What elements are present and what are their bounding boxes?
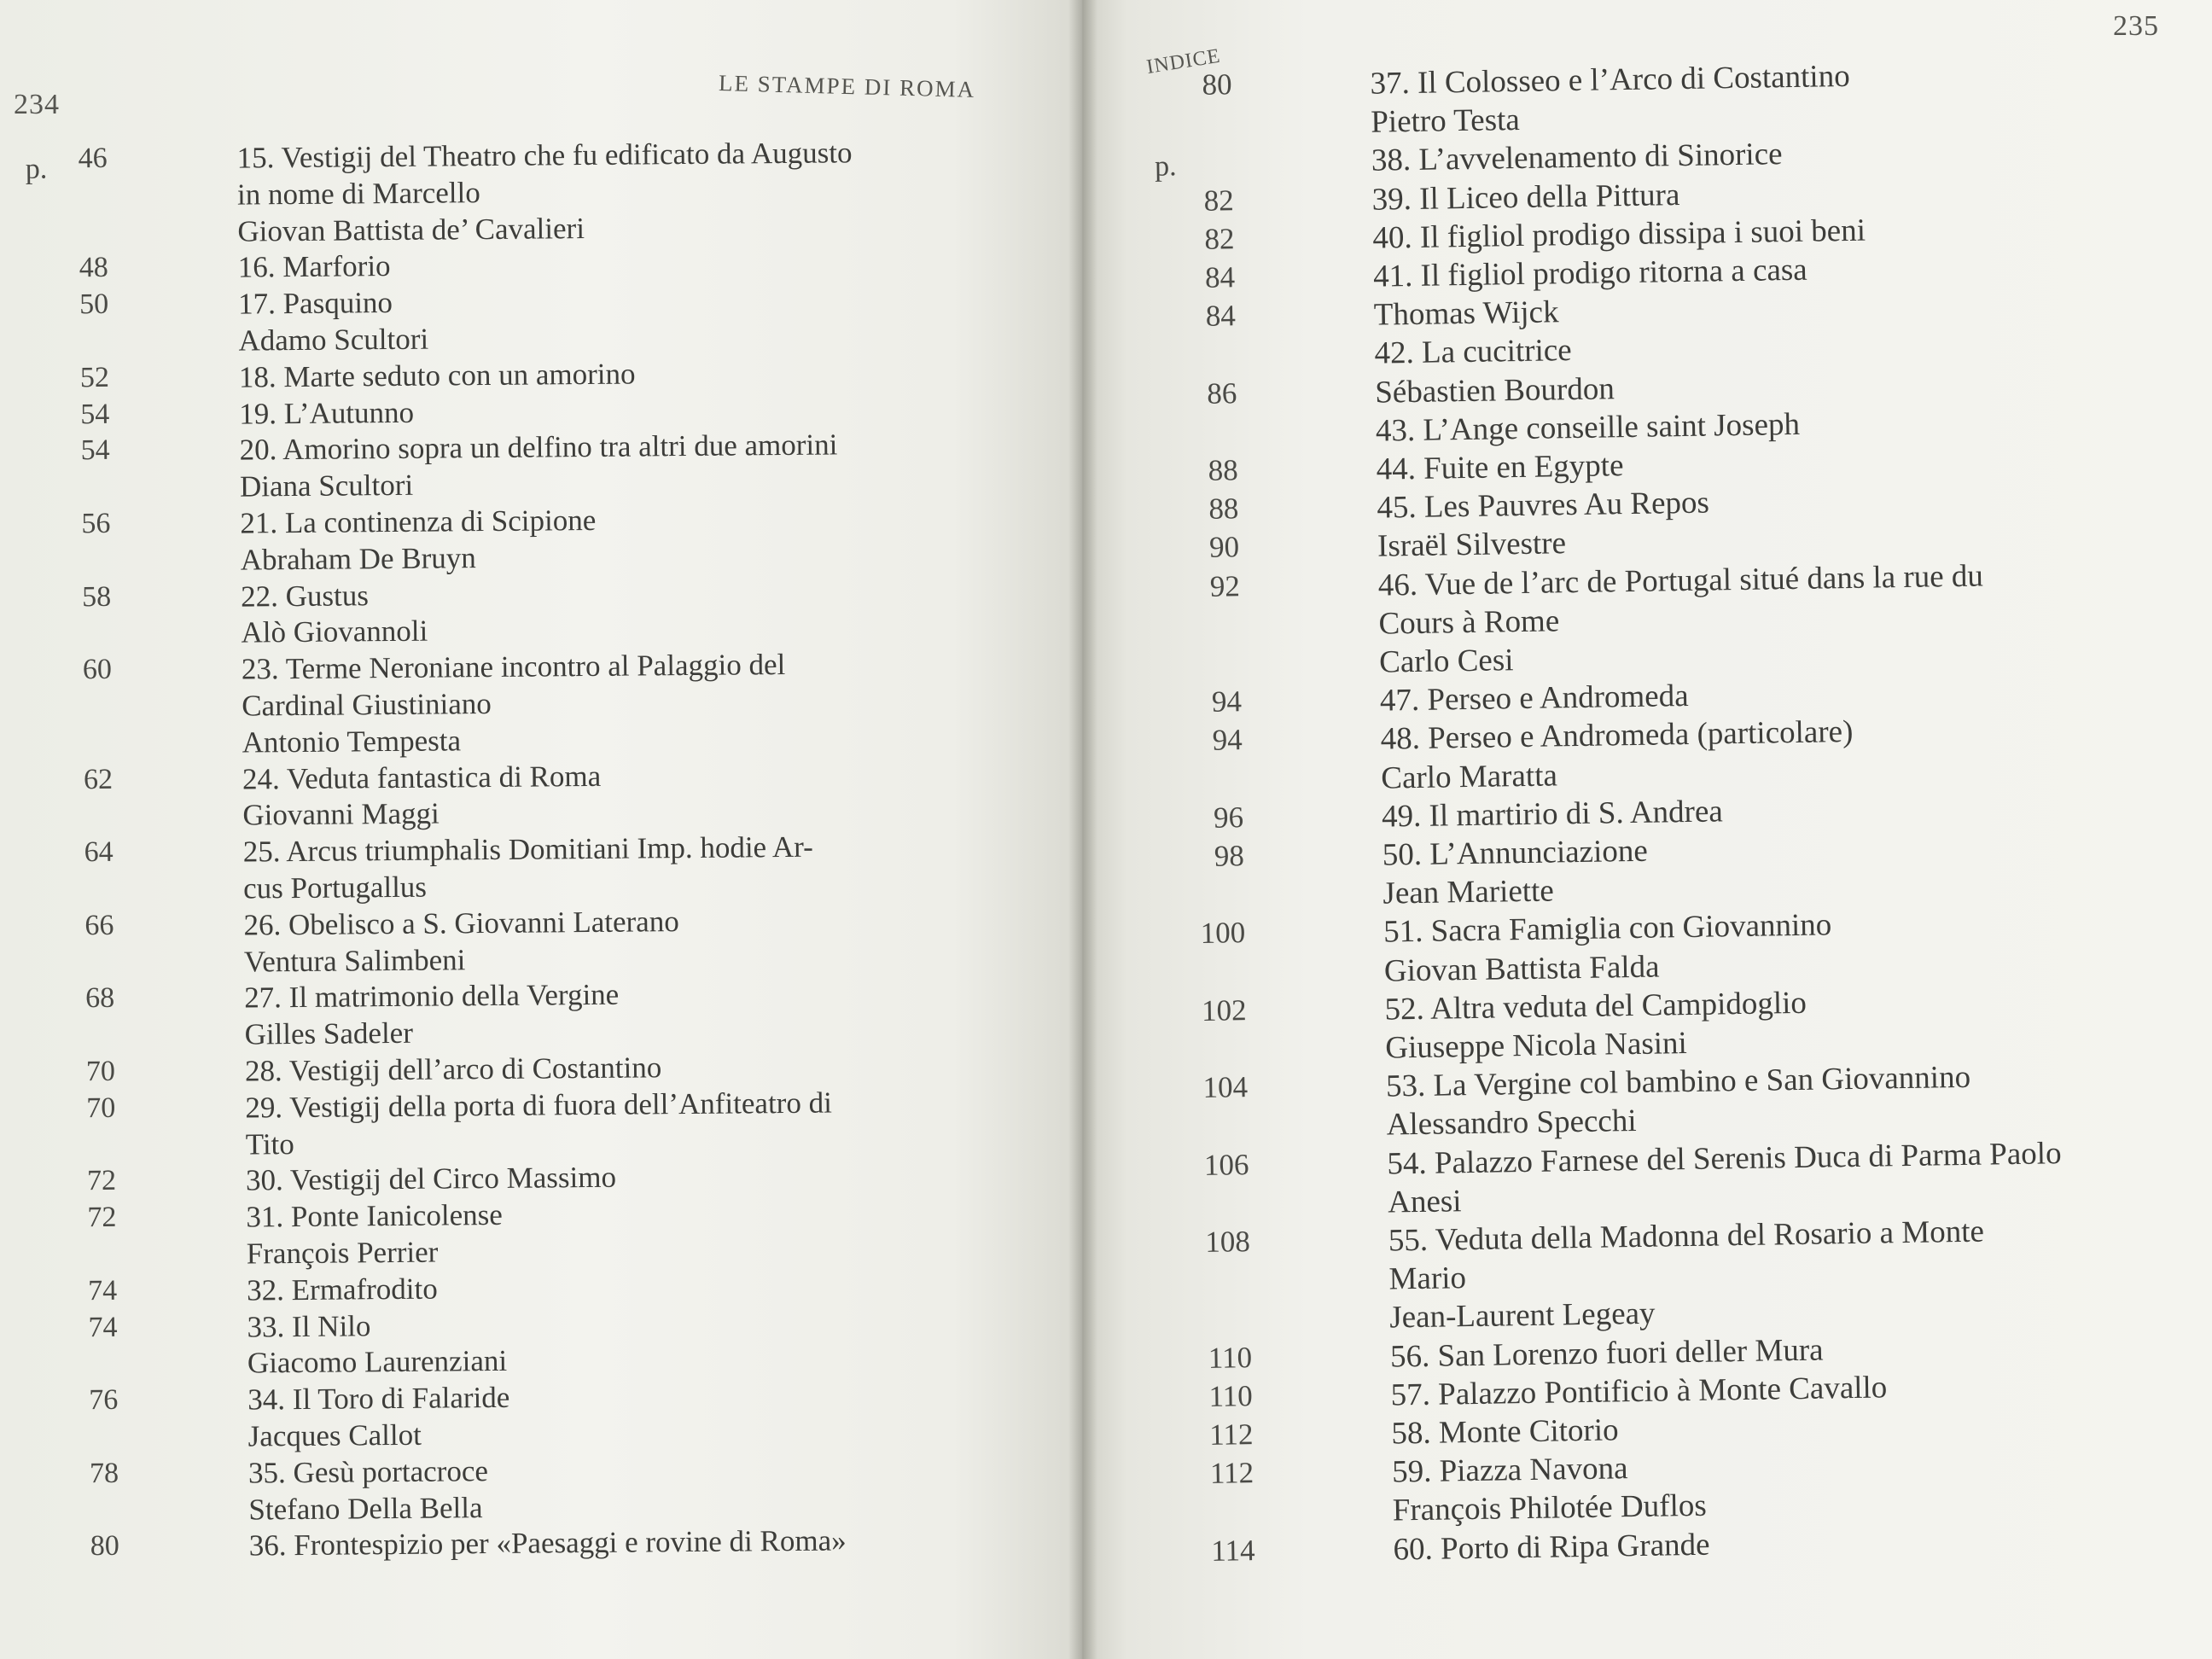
toc-entry-title: Jean Mariette [1382,873,1555,911]
toc-page-number [1155,106,1232,107]
toc-page-number [42,1493,119,1494]
toc-page-number: 112 [1208,1417,1254,1452]
toc-page-number [1173,1186,1249,1187]
toc-entry-title: 29. Vestigij della porta di fuora dell’Anfiteatro di [245,1086,832,1125]
toc-entry-title: Alò Giovannoli [241,614,428,649]
toc-entry-title: 22. Gustus [240,578,370,614]
toc-entry-title: François Philotée Duflos [1392,1488,1708,1528]
toc-left [0,0,1082,1659]
toc-page-number: 104 [1202,1070,1249,1105]
toc-page-number [34,544,111,545]
toc-entry-title: 49. Il martirio di S. Andrea [1381,794,1724,835]
toc-page-number: 94 [1211,684,1243,719]
toc-entry-title: Alessandro Specchi [1386,1103,1637,1143]
toc-entry-title: 19. L’Autunno [239,395,415,431]
toc-entry-title: Jean-Laurent Legeay [1388,1296,1656,1336]
toc-page-number: 82 [1204,222,1235,256]
toc-entry-title: 51. Sacra Famiglia con Giovannino [1382,907,1832,950]
toc-entry-title: 45. Les Pauvres Au Repos [1377,485,1710,526]
toc-page-number: 68 [85,982,115,1015]
toc-page-number [1167,877,1244,878]
toc-page-number [1170,1032,1247,1033]
toc-entry-title: François Perrier [246,1235,439,1271]
toc-entry-title: 59. Piazza Navona [1391,1451,1628,1490]
toc-entry-title: Stefano Della Bella [248,1490,483,1527]
toc-page-number: 72 [87,1202,117,1234]
toc-page-number: 74 [88,1274,118,1307]
toc-entry-title: 52. Altra veduta del Campidoglio [1384,985,1807,1027]
toc-entry-title: 39. Il Liceo della Pittura [1371,177,1680,218]
toc-entry-title: 38. L’avvelenamento di Sinorice [1371,137,1783,179]
toc-page-number: 72 [86,1165,117,1197]
left-page [0,0,1082,1659]
toc-page-number: 54 [80,434,110,467]
toc-page-number: 98 [1214,839,1245,873]
toc-page-number: 106 [1203,1147,1249,1182]
toc-page-number: 110 [1208,1340,1253,1375]
book-gutter [1068,0,1097,1659]
toc-page-number: 62 [83,763,114,795]
toc-entry-title: 16. Marforio [237,249,391,284]
toc-entry-continuation: Cours à Rome [1378,603,1560,642]
toc-entry-title: 41. Il figliol prodigo ritorna a casa [1372,252,1808,294]
toc-page-number: 96 [1213,800,1244,835]
toc-page-number: 90 [1208,530,1240,565]
toc-entry-title: 25. Arcus triumphalis Domitiani Imp. hodie Ar- [242,830,813,869]
toc-entry-continuation: Cardinal Giustiniano [242,687,492,723]
toc-entry-title: 47. Perseo e Andromeda [1379,678,1689,719]
toc-page-number: 110 [1208,1378,1254,1413]
toc-entry-continuation: Tito [245,1126,294,1161]
toc-entry-title: Anesi [1387,1183,1462,1220]
toc-entry-title: 48. Perseo e Andromeda (particolare) [1380,714,1854,758]
toc-entry-title: 18. Marte seduto con un amorino [238,357,636,394]
toc-page-number: 64 [84,836,114,869]
toc-entry-continuation: cus Portugallus [242,870,428,905]
toc-entry-title: Pietro Testa [1370,102,1521,140]
toc-entry-title: 46. Vue de l’arc de Portugal situé dans la rue du [1377,558,1984,603]
toc-page-number [40,1238,117,1239]
toc-entry-title: 55. Veduta della Madonna del Rosario a Monte [1388,1214,1985,1259]
toc-entry-title: 36. Frontespizio per «Paesaggi e rovine di Roma» [248,1523,847,1563]
toc-page-number: 60 [82,654,113,686]
toc-page-number: 112 [1209,1456,1254,1491]
toc-entry-title: 57. Palazzo Pontificio à Monte Cavallo [1390,1370,1888,1413]
toc-entry-title: 17. Pasquino [237,286,393,321]
toc-entry-title: Diana Scultori [239,468,414,504]
toc-page-number: 80 [90,1530,119,1563]
toc-entry-title: 31. Ponte Ianicolense [246,1198,503,1234]
toc-page-number [1174,1301,1251,1302]
toc-entry-title: 28. Vestigij dell’arco di Costantino [244,1051,662,1088]
toc-page-number: 54 [80,398,110,430]
toc-page-number: 50 [79,288,109,321]
toc-page-number: 66 [84,909,114,941]
toc-entry-title: 33. Il Nilo [247,1308,371,1344]
toc-entry-title: Jacques Callot [247,1417,422,1453]
running-header-right: INDICE [1144,44,1223,79]
toc-page-number [33,471,110,472]
toc-page-number: 70 [86,1091,116,1124]
toc-entry-title: 40. Il figliol prodigo dissipa i suoi beni [1372,212,1866,256]
toc-entry-title: 15. Vestigij del Theatro che fu edificato da Augusto [236,136,853,175]
toc-entry-continuation: Mario [1388,1260,1467,1297]
toc-entry-title: Carlo Maratta [1381,757,1558,796]
right-page [1082,0,2212,1659]
toc-entry-title: 60. Porto di Ripa Grande [1393,1527,1710,1568]
toc-page-number: 114 [1211,1533,1255,1568]
toc-page-number [35,727,112,728]
page-number-left: 234 [14,89,60,120]
toc-page-number: 100 [1200,916,1246,951]
toc-page-number [31,216,108,217]
toc-entry-title: 37. Il Colosseo e l’Arco di Costantino [1370,58,1850,102]
toc-page-number [42,1421,119,1422]
toc-page-number: 92 [1209,568,1241,603]
toc-entry-title: 56. San Lorenzo fuori deller Mura [1389,1332,1824,1375]
toc-entry-title: 26. Obelisco a S. Giovanni Laterano [243,904,679,942]
toc-entry-title: Gilles Sadeler [244,1016,414,1051]
toc-page-number: 58 [81,580,112,613]
toc-entry-title: 43. L’Ange conseille saint Joseph [1375,406,1801,449]
toc-entry-title: 30. Vestigij del Circo Massimo [245,1161,617,1197]
toc-page-number: 102 [1201,992,1247,1027]
toc-page-number: 74 [88,1311,118,1343]
toc-entry-title: 21. La continenza di Scipione [240,503,597,540]
toc-right [1082,0,2212,1659]
toc-page-number: 78 [89,1457,119,1489]
toc-page-number: 70 [85,1055,116,1088]
toc-page-number: 94 [1212,723,1243,758]
toc-page-number [1156,145,1233,146]
toc-page-number: 88 [1208,492,1239,526]
toc-entry-title: Ventura Salimbeni [243,942,466,979]
toc-entry-title: 44. Fuite en Egypte [1376,448,1624,487]
toc-entry-title: Israël Silvestre [1377,526,1567,565]
toc-page-number [1166,762,1243,763]
toc-page-number: 84 [1204,260,1236,294]
toc-page-number [1178,1494,1254,1495]
running-header-left: LE STAMPE DI ROMA [718,70,976,102]
toc-page-number [34,617,111,618]
toc-page-number [1159,338,1236,339]
toc-entry-title: 58. Monte Citorio [1391,1412,1619,1452]
toc-entry-title: Giovan Battista Falda [1383,949,1660,989]
toc-page-number: 76 [89,1384,119,1417]
toc-page-number [38,1019,114,1020]
toc-entry-title: 20. Amorino sopra un delfino tra altri due amorini [239,428,838,467]
toc-page-number: 82 [1203,183,1235,218]
toc-entry-title: 27. Il matrimonio della Vergine [244,978,620,1015]
toc-entry-title: 53. La Vergine col bambino e San Giovannino [1385,1059,1971,1104]
toc-entry-title: Thomas Wijck [1373,294,1559,333]
toc-page-number: 46 [78,142,108,175]
toc-entry-title: 32. Ermafrodito [247,1272,438,1307]
toc-page-number: 86 [1206,375,1237,410]
toc-entry-title: 35. Gesù portacroce [247,1453,489,1490]
toc-entry-title: Antonio Tempesta [242,724,462,760]
toc-entry-title: 54. Palazzo Farnese del Serenis Duca di Parma Paolo [1387,1135,2062,1182]
toc-page-number: 108 [1205,1225,1251,1259]
toc-page-number: 52 [79,361,110,393]
toc-entry-title: 34. Il Toro di Falaride [247,1381,510,1417]
toc-entry-title: 24. Veduta fantastica di Roma [242,759,602,796]
toc-entry-title: Sébastien Bourdon [1374,370,1615,410]
toc-page-number [32,325,108,326]
toc-entry-title: Giovan Battista de’ Cavalieri [237,211,585,248]
toc-entry-title: 42. La cucitrice [1374,333,1572,372]
toc-entry-continuation: in nome di Marcello [236,175,480,212]
toc-page-number: 88 [1208,453,1238,487]
toc-page-number [1169,955,1246,956]
toc-page-number: 48 [79,252,108,284]
toc-page-number: 80 [1202,67,1232,102]
toc-entry-title: 23. Terme Neroniane incontro al Palaggio del [241,648,786,686]
toc-page-number: 84 [1205,299,1237,333]
page-prefix-label: p. [25,153,48,185]
toc-entry-title: Carlo Cesi [1378,643,1514,680]
toc-page-number [1164,646,1241,647]
toc-entry-title: 50. L’Annunciazione [1382,833,1649,873]
page-prefix-label: p. [1154,150,1177,183]
toc-entry-title: Abraham De Bruyn [240,540,476,577]
toc-entry-title: Giovanni Maggi [242,796,439,832]
toc-page-number: 56 [81,507,111,540]
toc-entry-title: Giacomo Laurenziani [247,1344,508,1380]
page-number-right: 235 [2113,10,2159,42]
toc-page-number [1161,415,1237,416]
toc-entry-title: Giuseppe Nicola Nasini [1385,1026,1688,1066]
toc-entry-title: Adamo Scultori [238,322,429,358]
